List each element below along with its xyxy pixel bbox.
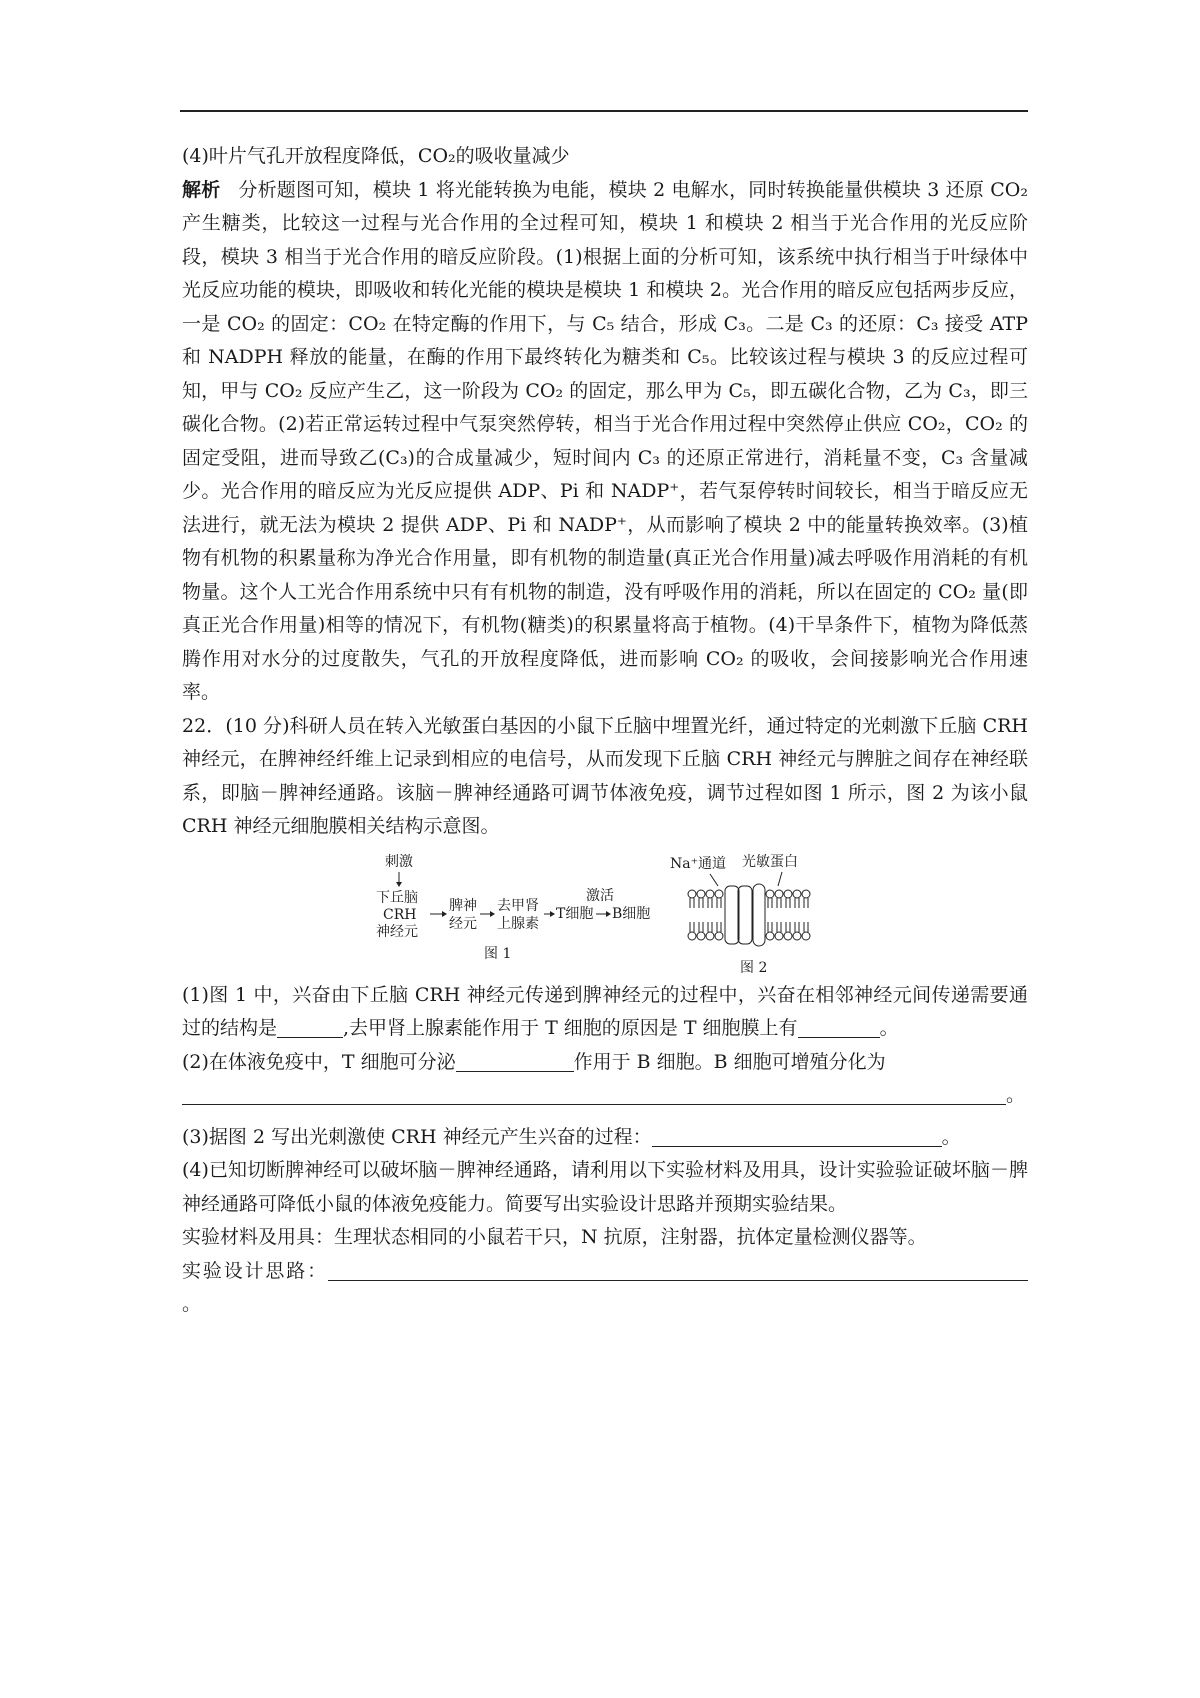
question-1-blank-1[interactable] [277,1013,343,1038]
figures [182,852,1028,977]
fig1-caption: 图 1 [484,945,512,962]
question-1 [182,979,1028,1046]
question-2-end: 。 [1006,1084,1026,1106]
fig1-node-t-cell: T细胞 [556,905,594,922]
fig1-node-b-cell: B细胞 [612,905,651,922]
materials: 实验材料及用具：生理状态相同的小鼠若干只，N 抗原，注射器，抗体定量检测仪器等。 [182,1226,927,1248]
question-1-text-b: ,去甲肾上腺素能作用于 T 细胞的原因是 T 细胞膜上有 [343,1017,798,1039]
question-3-end: 。 [941,1125,961,1148]
fig1-node-neuron: 神经元 [376,923,418,940]
fig1-node-norepinephrine-a: 去甲肾 [497,897,539,914]
figure-1 [372,852,672,977]
question-3-text: (3)据图 2 写出光刺激使 CRH 神经元产生兴奋的过程： [182,1125,652,1148]
analysis-label: 解析 [182,178,221,201]
design-end: 。 [182,1293,202,1315]
fig1-stimulus: 刺激 [385,853,413,870]
analysis-paragraph [182,174,1028,710]
fig1-node-spleen-nerve-b: 经元 [449,915,477,932]
fig2-caption: 图 2 [740,959,768,976]
question-4: (4)已知切断脾神经可以破坏脑－脾神经通路，请利用以下实验材料及用具，设计实验验证破坏脑－脾神经通路可降低小鼠的体液免疫能力。简要写出实验设计思路并预期实验结果。 [182,1159,1028,1215]
design-blank[interactable] [328,1256,1028,1281]
question-1-text-a: (1)图 1 中，兴奋由下丘脑 CRH 神经元传递到脾神经元的过程中，兴奋在相邻神经元间传递需要通过的结构是 [182,983,1028,1039]
fig1-activate-label: 激活 [586,887,614,904]
analysis-text: 分析题图可知，模块 1 将光能转换为电能，模块 2 电解水，同时转换能量供模块 3 还原 CO₂ 产生糖类，比较这一过程与光合作用的全过程可知，模块 1 和模块 2 相当于光合作用的光反应阶段，模块 3 相当于光合作用的暗反应阶段。(1)根据上面的分析可知，该系统中执行相当于叶绿体中光反应功能的模块，即吸收和转化光能的模块是模块 1 和模块 2。光合作用的暗反应包括两步反应，一是 CO₂ 的固定：CO₂ 在特定酶的作用下，与 C₅ 结合，形成 C₃。二是 C₃ 的还原：C₃ 接受 ATP 和 NADPH 释放的能量，在酶的作用下最终转化为糖类和 C₅。比较该过程与模块 3 的反应过程可知，甲与 CO₂ 反应产生乙，这一阶段为 CO₂ 的固定，那么甲为 C₅，即五碳化合物，乙为 C₃，即三碳化合物。(2)若正常运转过程中气泵突然停转，相当于光合作用过程中突然停止供应 CO₂，CO₂ 的固定受阻，进而导致乙(C₃)的合成量减少，短时间内 C₃ 的还原正常进行，消耗量不变，C₃ 含量减少。光合作用的暗反应为光反应提供 ADP、Pi 和 NADP⁺，若气泵停转时间较长，相当于暗反应无法进行，就无法为模块 2 提供 ADP、Pi 和 NADP⁺，从而影响了模块 2 中的能量转换效率。(3)植物有机物的积累量称为净光合作用量，即有机物的制造量(真正光合作用量)减去呼吸作用消耗的有机物量。这个人工光合作用系统中只有有机物的制造，没有呼吸作用的消耗，所以在固定的 CO₂ 量(即真正光合作用量)相等的情况下，有机物(糖类)的积累量将高于植物。(4)干旱条件下，植物为降低蒸腾作用对水分的过度散失，气孔的开放程度降低，进而影响 CO₂ 的吸收，会间接影响光合作用速率。 [182,178,1029,703]
fig1-node-hypothalamus: 下丘脑 [376,889,418,906]
design-line [182,1255,1028,1322]
fig1-node-spleen-nerve-a: 脾神 [449,897,477,914]
fig1-node-crh: CRH [383,906,417,923]
fig1-node-norepinephrine-b: 上腺素 [497,915,539,932]
question-3 [182,1121,1028,1155]
fig2-label-channel: Na⁺通道 [670,855,726,872]
question-3-blank[interactable] [652,1122,942,1147]
page-body [182,140,1028,1322]
figure-2 [670,852,852,977]
question-2-line-2 [182,1079,1028,1113]
question-2 [182,1046,1028,1080]
design-label: 实验设计思路： [182,1259,328,1282]
fig2-membrane [682,864,832,964]
question-1-blank-2[interactable] [798,1013,880,1038]
answer-line: (4)叶片气孔开放程度降低，CO₂的吸收量减少 [182,145,570,167]
question-1-end: 。 [879,1017,899,1039]
question-stem: 22．(10 分)科研人员在转入光敏蛋白基因的小鼠下丘脑中埋置光纤，通过特定的光刺激下丘脑 CRH 神经元，在脾神经纤维上记录到相应的电信号，从而发现下丘脑 CRH 神经元与脾脏之间存在神经联系，即脑－脾神经通路。该脑－脾神经通路可调节体液免疫，调节过程如图 1 所示，图 2 为该小鼠 CRH 神经元细胞膜相关结构示意图。 [182,714,1028,837]
question-2-text-b: 作用于 B 细胞。B 细胞可增殖分化为 [573,1050,886,1073]
question-2-blank-1[interactable] [456,1047,574,1072]
question-2-blank-2[interactable] [182,1080,1006,1105]
fig2-label-protein: 光敏蛋白 [742,853,798,870]
header-rule [180,110,1028,112]
question-2-text-a: (2)在体液免疫中，T 细胞可分泌 [182,1050,456,1073]
